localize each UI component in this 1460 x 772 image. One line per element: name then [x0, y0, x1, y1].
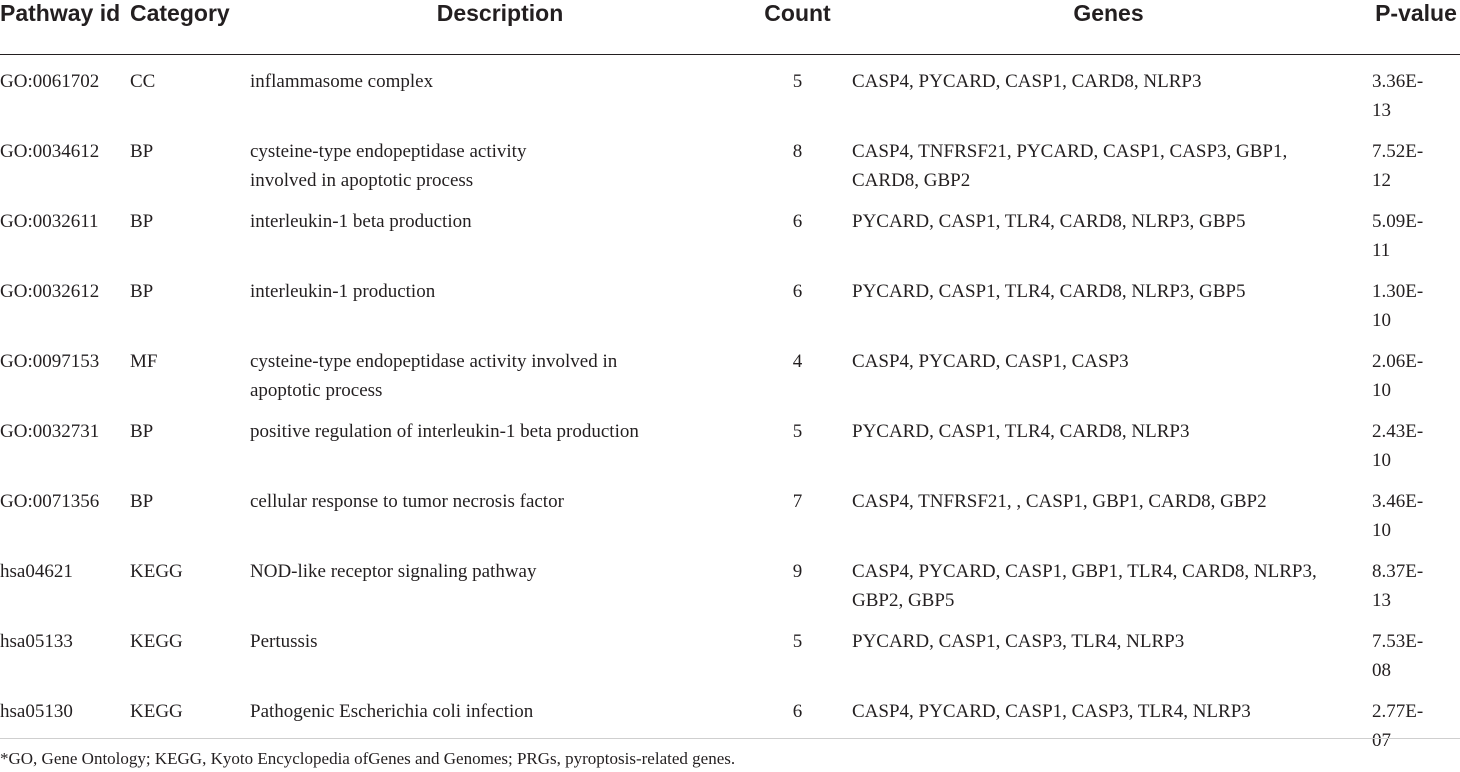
- cell-description: [250, 545, 750, 615]
- header-description: Description: [436, 0, 564, 26]
- cell-description: [250, 475, 750, 545]
- cell-pathway-id: GO:0034612: [0, 140, 100, 162]
- cell-genes-line: CASP4, PYCARD, CASP1, GBP1, TLR4, CARD8, NLRP3,: [852, 560, 1317, 582]
- cell-description-line: positive regulation of interleukin-1 beta production: [250, 420, 639, 442]
- cell-count: 6: [792, 700, 803, 722]
- cell-category: MF: [130, 350, 158, 372]
- header-count: Count: [764, 0, 831, 26]
- cell-p-value-line: 7.52E-: [1372, 140, 1424, 162]
- cell-category: BP: [130, 210, 154, 232]
- cell-p-value-line: 2.06E-: [1372, 350, 1424, 372]
- cell-genes: [845, 125, 1372, 195]
- header-category: Category: [130, 0, 230, 26]
- cell-pathway-id: GO:0032611: [0, 210, 99, 232]
- cell-description-line: cellular response to tumor necrosis factor: [250, 490, 564, 512]
- cell-genes: [845, 405, 1372, 475]
- cell-genes: [845, 335, 1372, 405]
- cell-p-value: [1372, 615, 1460, 685]
- cell-genes-line: PYCARD, CASP1, CASP3, TLR4, NLRP3: [852, 630, 1185, 652]
- cell-count: 7: [792, 490, 803, 512]
- cell-count: 4: [792, 350, 803, 372]
- table-row: [0, 475, 1460, 545]
- cell-p-value: [1372, 545, 1460, 615]
- cell-p-value-line: 1.30E-: [1372, 280, 1424, 302]
- cell-p-value: [1372, 195, 1460, 265]
- cell-genes: [845, 545, 1372, 615]
- cell-description-line: cysteine-type endopeptidase activity: [250, 140, 527, 162]
- cell-genes-line: CASP4, PYCARD, CASP1, CASP3: [852, 350, 1129, 372]
- cell-count: 8: [792, 140, 803, 162]
- cell-category: BP: [130, 140, 154, 162]
- cell-p-value: [1372, 335, 1460, 405]
- table-row: [0, 545, 1460, 615]
- cell-genes-line: PYCARD, CASP1, TLR4, CARD8, NLRP3, GBP5: [852, 210, 1246, 232]
- cell-pathway-id: GO:0061702: [0, 70, 100, 92]
- table-header: [0, 0, 1460, 54]
- cell-category: KEGG: [130, 560, 183, 582]
- header-p-value: P-value: [1375, 0, 1457, 26]
- cell-p-value-line: 7.53E-: [1372, 630, 1424, 652]
- cell-genes: [845, 195, 1372, 265]
- cell-pathway-id: GO:0097153: [0, 350, 100, 372]
- cell-description: [250, 685, 750, 755]
- cell-p-value: [1372, 685, 1460, 755]
- cell-genes: [845, 685, 1372, 755]
- table-row: [0, 195, 1460, 265]
- cell-genes-line: CASP4, PYCARD, CASP1, CASP3, TLR4, NLRP3: [852, 700, 1251, 722]
- cell-genes-line: CARD8, GBP2: [852, 169, 971, 191]
- table-row: [0, 265, 1460, 335]
- cell-category: KEGG: [130, 630, 183, 652]
- cell-p-value-line: 13: [1372, 99, 1391, 121]
- cell-p-value: [1372, 475, 1460, 545]
- cell-p-value-line: 12: [1372, 169, 1391, 191]
- cell-genes: [845, 475, 1372, 545]
- cell-p-value-line: 8.37E-: [1372, 560, 1424, 582]
- cell-genes-line: CASP4, TNFRSF21, PYCARD, CASP1, CASP3, GBP1,: [852, 140, 1288, 162]
- cell-p-value-line: 08: [1372, 659, 1391, 681]
- cell-p-value-line: 11: [1372, 239, 1391, 261]
- cell-category: BP: [130, 490, 154, 512]
- cell-genes: [845, 265, 1372, 335]
- cell-p-value-line: 3.46E-: [1372, 490, 1424, 512]
- cell-category: KEGG: [130, 700, 183, 722]
- cell-category: BP: [130, 280, 154, 302]
- cell-p-value-line: 2.77E-: [1372, 700, 1424, 722]
- cell-category: BP: [130, 420, 154, 442]
- header-row: [0, 0, 1460, 54]
- header-genes: Genes: [1073, 0, 1144, 26]
- cell-pathway-id: hsa05133: [0, 630, 73, 652]
- cell-count: 6: [792, 280, 803, 302]
- table-row: [0, 685, 1460, 755]
- cell-count: 5: [792, 630, 803, 652]
- cell-p-value-line: 07: [1372, 729, 1391, 751]
- cell-count: 5: [792, 420, 803, 442]
- table-body: [0, 54, 1460, 755]
- cell-description-line: interleukin-1 beta production: [250, 210, 472, 232]
- cell-p-value-line: 5.09E-: [1372, 210, 1424, 232]
- cell-p-value-line: 10: [1372, 309, 1391, 331]
- table-row: [0, 615, 1460, 685]
- cell-genes-line: PYCARD, CASP1, TLR4, CARD8, NLRP3: [852, 420, 1190, 442]
- cell-description: [250, 54, 750, 125]
- cell-description-line: inflammasome complex: [250, 70, 434, 92]
- cell-description-line: Pertussis: [250, 630, 318, 652]
- cell-description: [250, 125, 750, 195]
- cell-count: 5: [792, 70, 803, 92]
- cell-count: 9: [792, 560, 803, 582]
- cell-description-line: involved in apoptotic process: [250, 169, 474, 191]
- cell-p-value-line: 2.43E-: [1372, 420, 1424, 442]
- cell-description: [250, 405, 750, 475]
- cell-description: [250, 195, 750, 265]
- cell-p-value: [1372, 54, 1460, 125]
- cell-pathway-id: hsa04621: [0, 560, 73, 582]
- cell-description-line: Pathogenic Escherichia coli infection: [250, 700, 534, 722]
- cell-description-line: apoptotic process: [250, 379, 383, 401]
- cell-p-value-line: 13: [1372, 589, 1391, 611]
- cell-genes-line: CASP4, TNFRSF21, , CASP1, GBP1, CARD8, GBP2: [852, 490, 1267, 512]
- header-pathway-id: Pathway id: [0, 0, 121, 26]
- cell-p-value-line: 10: [1372, 449, 1391, 471]
- cell-pathway-id: GO:0071356: [0, 490, 100, 512]
- footer-divider: [0, 738, 1460, 739]
- cell-category: CC: [130, 70, 156, 92]
- cell-genes: [845, 54, 1372, 125]
- cell-p-value: [1372, 265, 1460, 335]
- cell-p-value: [1372, 125, 1460, 195]
- cell-description-line: cysteine-type endopeptidase activity involved in: [250, 350, 618, 372]
- cell-count: 6: [792, 210, 803, 232]
- table-row: [0, 335, 1460, 405]
- cell-genes-line: CASP4, PYCARD, CASP1, CARD8, NLRP3: [852, 70, 1202, 92]
- cell-p-value-line: 3.36E-: [1372, 70, 1424, 92]
- cell-genes: [845, 615, 1372, 685]
- cell-pathway-id: GO:0032731: [0, 420, 100, 442]
- footnote: *GO, Gene Ontology; KEGG, Kyoto Encyclopedia ofGenes and Genomes; PRGs, pyroptosis-related genes.: [0, 749, 736, 768]
- cell-pathway-id: GO:0032612: [0, 280, 100, 302]
- cell-genes-line: PYCARD, CASP1, TLR4, CARD8, NLRP3, GBP5: [852, 280, 1246, 302]
- table-row: [0, 54, 1460, 125]
- cell-pathway-id: hsa05130: [0, 700, 73, 722]
- cell-genes-line: GBP2, GBP5: [852, 589, 955, 611]
- table-row: [0, 125, 1460, 195]
- cell-description: [250, 335, 750, 405]
- cell-p-value-line: 10: [1372, 379, 1391, 401]
- cell-p-value: [1372, 405, 1460, 475]
- cell-description: [250, 615, 750, 685]
- cell-description-line: interleukin-1 production: [250, 280, 436, 302]
- cell-description: [250, 265, 750, 335]
- table-row: [0, 405, 1460, 475]
- cell-description-line: NOD-like receptor signaling pathway: [250, 560, 537, 582]
- cell-p-value-line: 10: [1372, 519, 1391, 541]
